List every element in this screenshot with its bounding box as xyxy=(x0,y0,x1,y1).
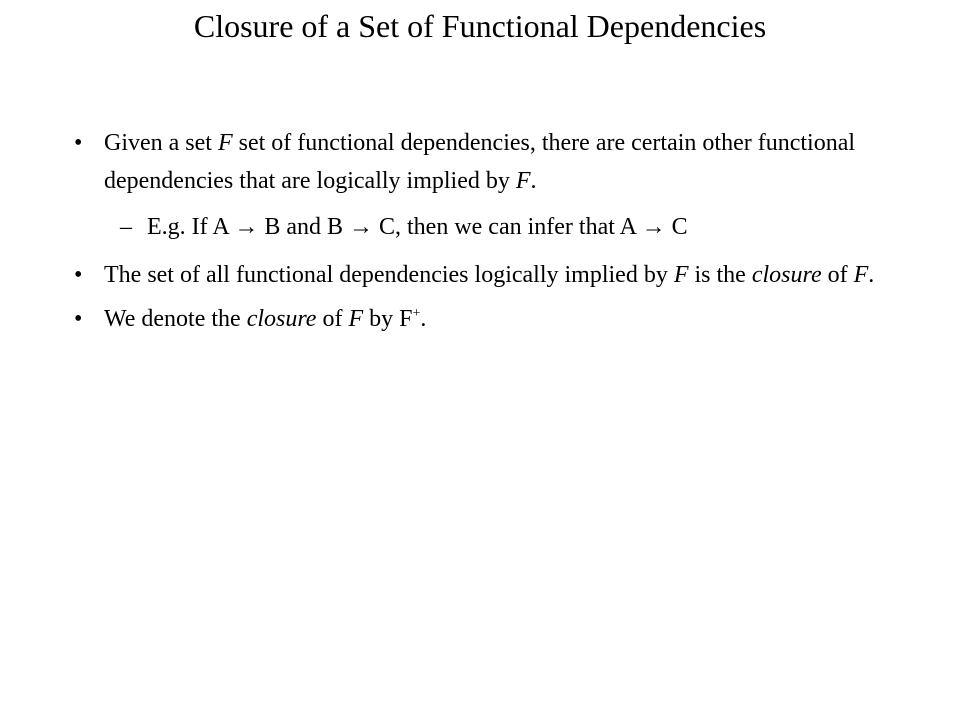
bullet-marker: • xyxy=(74,130,83,156)
sub-bullet-item xyxy=(120,208,904,246)
italic-text: F xyxy=(348,306,364,332)
bullet-item xyxy=(74,256,904,294)
text-run: of xyxy=(821,262,854,288)
slide-title: Closure of a Set of Functional Dependencies xyxy=(193,8,767,44)
text-run: . xyxy=(420,306,427,332)
italic-text: F xyxy=(515,168,531,194)
italic-text: closure xyxy=(246,306,317,332)
bullet-item xyxy=(74,300,904,338)
bullet-text xyxy=(104,306,426,332)
italic-text: closure xyxy=(751,262,822,288)
text-run: . xyxy=(530,168,537,194)
bullet-item xyxy=(74,124,904,200)
slide-body xyxy=(74,124,904,338)
example-text: E.g. If A → B and B → C, then we can infer that A → C xyxy=(147,214,688,240)
text-run: is the xyxy=(688,262,752,288)
bullet-marker: • xyxy=(74,306,83,332)
text-run: We denote the xyxy=(104,306,247,332)
sub-bullet-marker: – xyxy=(120,214,132,240)
text-run: . xyxy=(868,262,875,288)
italic-text: F xyxy=(217,130,233,156)
text-run: of xyxy=(316,306,349,332)
text-run: by F xyxy=(363,306,413,332)
italic-text: F xyxy=(853,262,869,288)
superscript-plus: + xyxy=(412,306,421,321)
text-run: The set of all functional dependencies logically implied by xyxy=(104,262,674,288)
bullet-marker: • xyxy=(74,262,83,288)
bullet-text xyxy=(104,262,874,288)
text-run: set of functional dependencies, there are certain other functional dependencies that are logically implied by xyxy=(104,130,856,194)
bullet-text xyxy=(104,130,855,194)
text-run: Given a set xyxy=(104,130,218,156)
italic-text: F xyxy=(673,262,689,288)
